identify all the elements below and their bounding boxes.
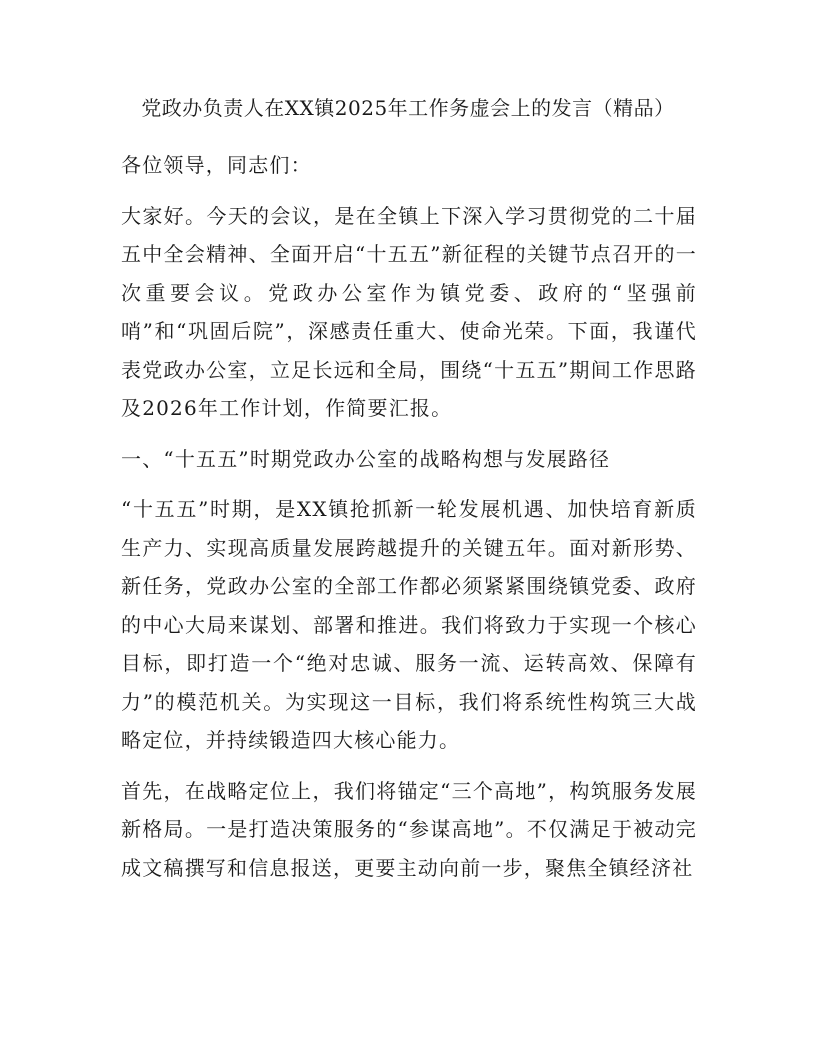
document-title: 党政办负责人在XX镇2025年工作务虚会上的发言（精品） <box>141 96 675 120</box>
salutation: 各位领导，同志们： <box>121 153 312 177</box>
paragraph-strategy: 首先，在战略定位上，我们将锚定“三个高地”，构筑服务发展新格局。一是打造决策服务的“参谋高地”。不仅满足于被动完成文稿撰写和信息报送，更要主动向前一步，聚焦全镇经济社 <box>121 778 697 880</box>
paragraph-intro: 大家好。今天的会议，是在全镇上下深入学习贯彻党的二十届五中全会精神、全面开启“十五五”新征程的关键节点召开的一次重要会议。党政办公室作为镇党委、政府的“坚强前哨”和“巩固后院”，深感责任重大、使命光荣。下面，我谨代表党政办公室，立足长远和全局，围绕“十五五”期间工作思路及2026年工作计划，作简要汇报。 <box>121 203 697 420</box>
section-heading-1: 一、“十五五”时期党政办公室的战略构想与发展路径 <box>121 446 611 471</box>
document-body <box>121 146 697 899</box>
paragraph-section-1: “十五五”时期，是XX镇抢抓新一轮发展机遇、加快培育新质生产力、实现高质量发展跨越提升的关键五年。面对新形势、新任务，党政办公室的全部工作都必须紧紧围绕镇党委、政府的中心大局来谋划、部署和推进。我们将致力于实现一个核心目标，即打造一个“绝对忠诚、服务一流、运转高效、保障有力”的模范机关。为实现这一目标，我们将系统性构筑三大战略定位，并持续锻造四大核心能力。 <box>121 497 697 752</box>
